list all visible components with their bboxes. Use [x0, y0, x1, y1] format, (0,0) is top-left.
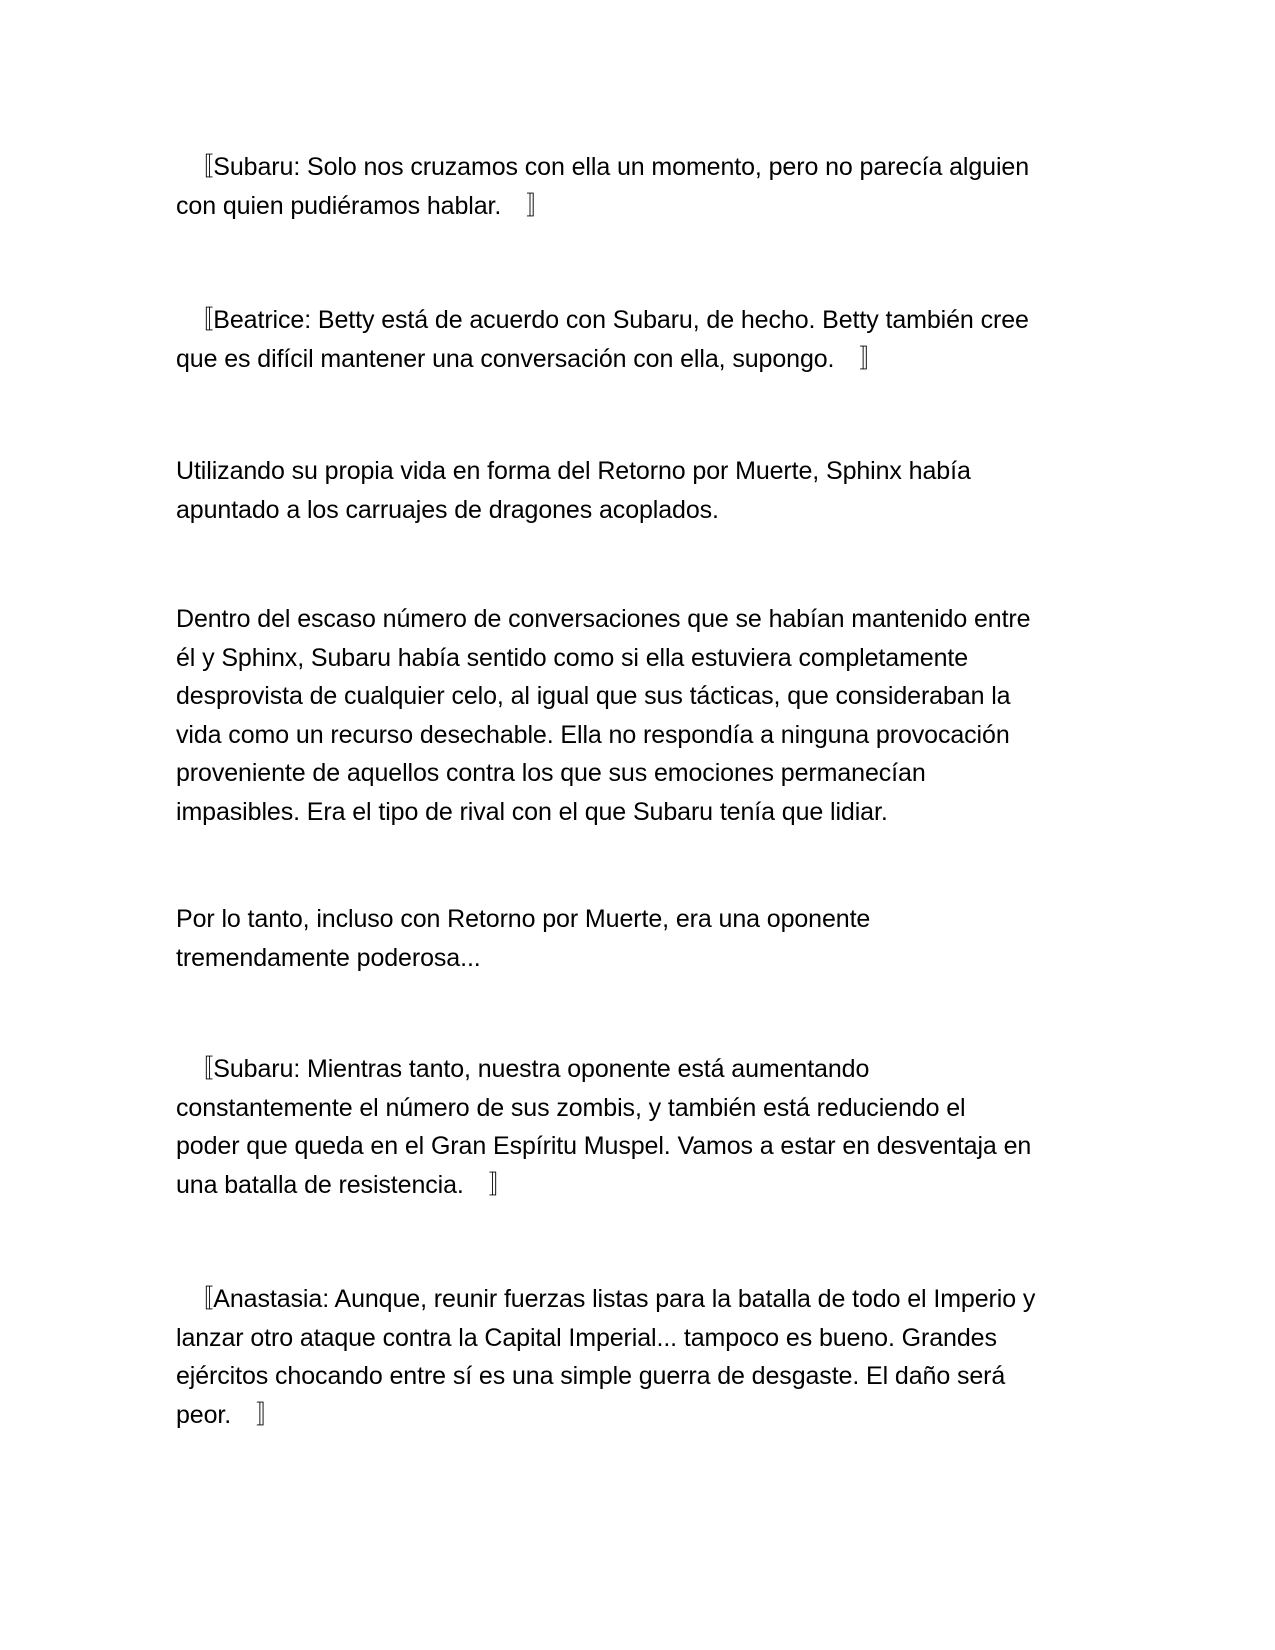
text-line: vida como un recurso desechable. Ella no respondía a ninguna provocación	[176, 720, 1010, 749]
text-line: impasibles. Era el tipo de rival con el que Subaru tenía que lidiar.	[176, 797, 888, 826]
text-line: peor. 〛	[176, 1400, 281, 1429]
text-line: una batalla de resistencia. 〛	[176, 1170, 514, 1199]
dialogue-paragraph-anastasia	[176, 1280, 1096, 1434]
text-line: Por lo tanto, incluso con Retorno por Muerte, era una oponente	[176, 905, 871, 933]
text-line: que es difícil mantener una conversación con ella, supongo. 〛	[176, 344, 885, 373]
text-line: poder que queda en el Gran Espíritu Muspel. Vamos a estar en desventaja en	[176, 1132, 1032, 1160]
dialogue-paragraph-subaru	[176, 148, 1096, 225]
text-line: tremendamente poderosa...	[176, 943, 481, 972]
text-line: proveniente de aquellos contra los que sus emociones permanecían	[176, 759, 926, 787]
text-line: él y Sphinx, Subaru había sentido como si ella estuviera completamente	[176, 643, 969, 672]
text-line: Dentro del escaso número de conversaciones que se habían mantenido entre	[176, 605, 1031, 633]
text-line: 〚Beatrice: Betty está de acuerdo con Subaru, de hecho. Betty también cree	[176, 306, 1029, 334]
text-line: lanzar otro ataque contra la Capital Imperial... tampoco es bueno. Grandes	[176, 1323, 997, 1352]
dialogue-paragraph-beatrice	[176, 301, 1096, 378]
text-line: 〚Anastasia: Aunque, reunir fuerzas listas para la batalla de todo el Imperio y	[176, 1285, 1036, 1313]
dialogue-paragraph-subaru	[176, 1050, 1096, 1204]
text-line: apuntado a los carruajes de dragones acoplados.	[176, 495, 719, 524]
text-line: con quien pudiéramos hablar. 〛	[176, 191, 552, 220]
narration-paragraph	[176, 900, 1096, 977]
text-line: constantemente el número de sus zombis, y también está reduciendo el	[176, 1093, 966, 1122]
narration-paragraph	[176, 600, 1096, 831]
text-line: 〚Subaru: Solo nos cruzamos con ella un momento, pero no parecía alguien	[176, 153, 1030, 181]
text-line: 〚Subaru: Mientras tanto, nuestra oponente está aumentando	[176, 1055, 870, 1083]
text-line: Utilizando su propia vida en forma del Retorno por Muerte, Sphinx había	[176, 457, 971, 485]
text-line: desprovista de cualquier celo, al igual que sus tácticas, que consideraban la	[176, 682, 1011, 710]
text-line: ejércitos chocando entre sí es una simple guerra de desgaste. El daño será	[176, 1362, 1006, 1390]
narration-paragraph	[176, 452, 1096, 529]
